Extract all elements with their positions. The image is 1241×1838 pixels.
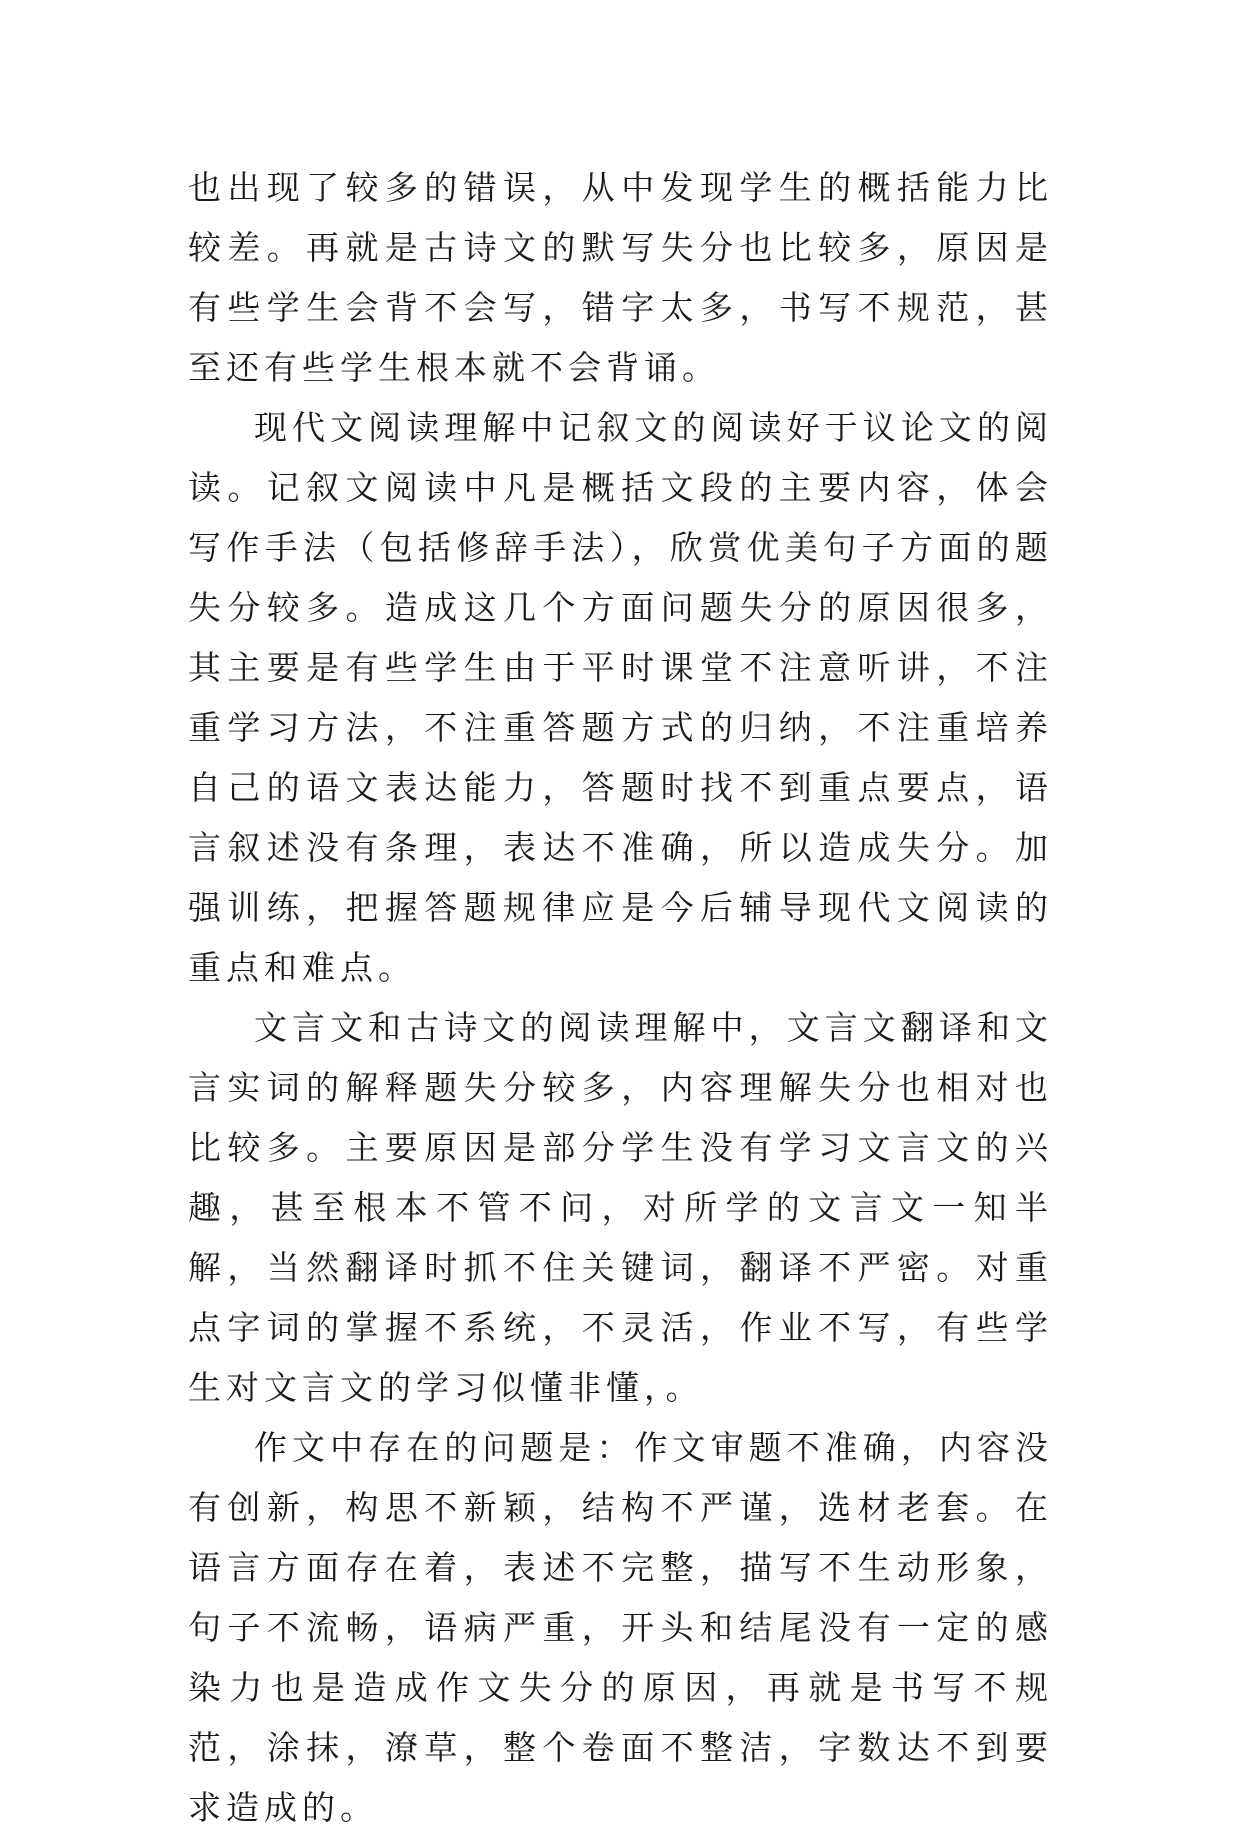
paragraph-composition: 作文中存在的问题是：作文审题不准确，内容没有创新，构思不新颖，结构不严谨，选材老套。在语言方面存在着，表述不完整，描写不生动形象，句子不流畅，语病严重，开头和结尾没有一定的感染力也是造成作文失分的原因，再就是书写不规范，涂抹，潦草，整个卷面不整洁，字数达不到要求造成的。 <box>188 1428 1053 1827</box>
paragraph-continued: 也出现了较多的错误，从中发现学生的概括能力比较差。再就是古诗文的默写失分也比较多，原因是有些学生会背不会写，错字太多，书写不规范，甚至还有些学生根本就不会背诵。 <box>188 168 1053 387</box>
document-body <box>188 158 1053 1838</box>
paragraph-classical-reading: 文言文和古诗文的阅读理解中，文言文翻译和文言实词的解释题失分较多，内容理解失分也相对也比较多。主要原因是部分学生没有学习文言文的兴趣，甚至根本不管不问，对所学的文言文一知半解，当然翻译时抓不住关键词，翻译不严密。对重点字词的掌握不系统，不灵活，作业不写，有些学生对文言文的学习似懂非懂，。 <box>188 1008 1053 1407</box>
paragraph-modern-reading: 现代文阅读理解中记叙文的阅读好于议论文的阅读。记叙文阅读中凡是概括文段的主要内容，体会写作手法（包括修辞手法），欣赏优美句子方面的题失分较多。造成这几个方面问题失分的原因很多，其主要是有些学生由于平时课堂不注意听讲，不注重学习方法，不注重答题方式的归纳，不注重培养自己的语文表达能力，答题时找不到重点要点，语言叙述没有条理，表达不准确，所以造成失分。加强训练，把握答题规律应是今后辅导现代文阅读的重点和难点。 <box>188 408 1053 987</box>
